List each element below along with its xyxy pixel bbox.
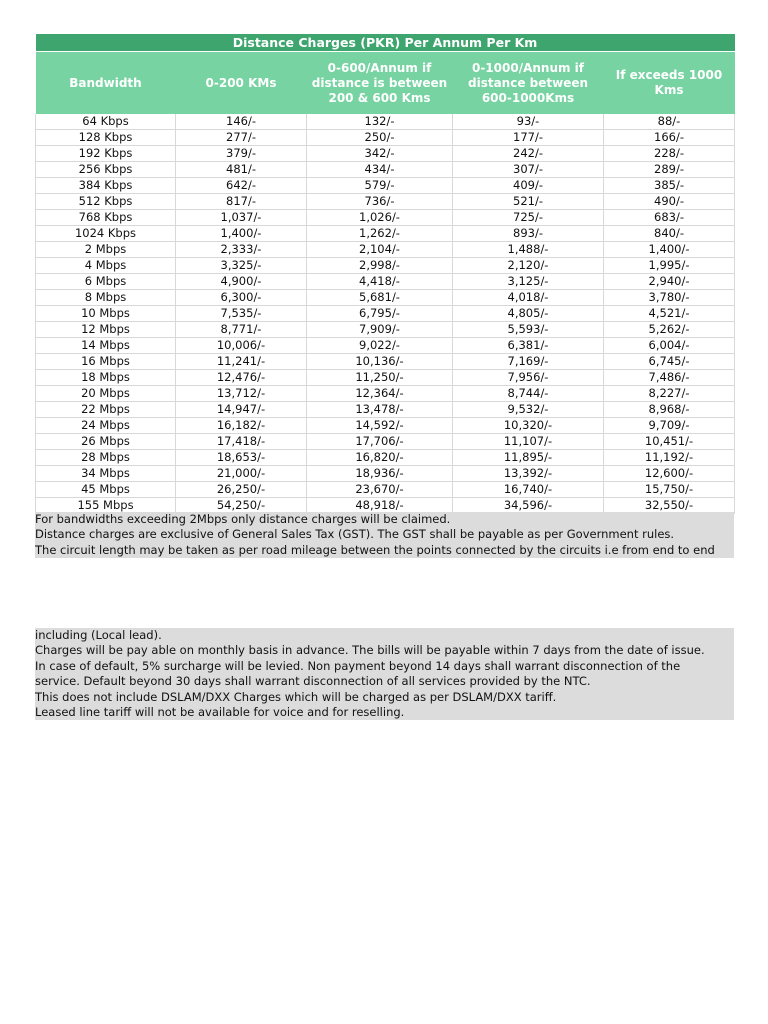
bandwidth-cell: 2 Mbps bbox=[36, 242, 176, 258]
charge-cell: 18,936/- bbox=[307, 466, 453, 482]
table-row bbox=[36, 210, 735, 226]
table-title: Distance Charges (PKR) Per Annum Per Km bbox=[36, 34, 735, 52]
charge-cell: 6,004/- bbox=[604, 338, 735, 354]
charge-cell: 10,006/- bbox=[176, 338, 307, 354]
charge-cell: 13,712/- bbox=[176, 386, 307, 402]
charge-cell: 54,250/- bbox=[176, 498, 307, 514]
charge-cell: 7,169/- bbox=[453, 354, 604, 370]
bandwidth-cell: 8 Mbps bbox=[36, 290, 176, 306]
table-row bbox=[36, 306, 735, 322]
table-row bbox=[36, 258, 735, 274]
header-exceeds-1000: If exceeds 1000 Kms bbox=[604, 52, 735, 115]
charge-cell: 490/- bbox=[604, 194, 735, 210]
charge-cell: 250/- bbox=[307, 130, 453, 146]
charge-cell: 10,136/- bbox=[307, 354, 453, 370]
charge-cell: 17,418/- bbox=[176, 434, 307, 450]
charge-cell: 2,104/- bbox=[307, 242, 453, 258]
charge-cell: 2,940/- bbox=[604, 274, 735, 290]
charge-cell: 8,968/- bbox=[604, 402, 735, 418]
charge-cell: 6,381/- bbox=[453, 338, 604, 354]
table-row bbox=[36, 370, 735, 386]
charge-cell: 11,241/- bbox=[176, 354, 307, 370]
charge-cell: 12,364/- bbox=[307, 386, 453, 402]
charge-cell: 8,744/- bbox=[453, 386, 604, 402]
charge-cell: 4,418/- bbox=[307, 274, 453, 290]
charge-cell: 683/- bbox=[604, 210, 735, 226]
table-row bbox=[36, 322, 735, 338]
table-row bbox=[36, 434, 735, 450]
charge-cell: 146/- bbox=[176, 114, 307, 130]
bandwidth-cell: 192 Kbps bbox=[36, 146, 176, 162]
table-row bbox=[36, 418, 735, 434]
charge-cell: 893/- bbox=[453, 226, 604, 242]
charge-cell: 16,820/- bbox=[307, 450, 453, 466]
charge-cell: 166/- bbox=[604, 130, 735, 146]
table-row bbox=[36, 466, 735, 482]
charge-cell: 8,771/- bbox=[176, 322, 307, 338]
charge-cell: 9,709/- bbox=[604, 418, 735, 434]
charge-cell: 1,400/- bbox=[604, 242, 735, 258]
bandwidth-cell: 24 Mbps bbox=[36, 418, 176, 434]
distance-charges-table bbox=[35, 34, 735, 514]
charge-cell: 11,250/- bbox=[307, 370, 453, 386]
charge-cell: 409/- bbox=[453, 178, 604, 194]
bandwidth-cell: 26 Mbps bbox=[36, 434, 176, 450]
bandwidth-cell: 512 Kbps bbox=[36, 194, 176, 210]
bandwidth-cell: 384 Kbps bbox=[36, 178, 176, 194]
charge-cell: 434/- bbox=[307, 162, 453, 178]
charge-cell: 7,909/- bbox=[307, 322, 453, 338]
bandwidth-cell: 768 Kbps bbox=[36, 210, 176, 226]
charge-cell: 840/- bbox=[604, 226, 735, 242]
note-line: Distance charges are exclusive of General Sales Tax (GST). The GST shall be payable as per Government rules. bbox=[35, 527, 675, 542]
charge-cell: 3,780/- bbox=[604, 290, 735, 306]
charge-cell: 4,805/- bbox=[453, 306, 604, 322]
charge-cell: 9,532/- bbox=[453, 402, 604, 418]
note-line: Charges will be pay able on monthly basis in advance. The bills will be payable within 7 days from the date of issue. bbox=[35, 643, 705, 658]
charge-cell: 11,107/- bbox=[453, 434, 604, 450]
charge-cell: 10,451/- bbox=[604, 434, 735, 450]
table-row bbox=[36, 338, 735, 354]
header-0-200: 0-200 KMs bbox=[176, 52, 307, 115]
bandwidth-cell: 28 Mbps bbox=[36, 450, 176, 466]
charge-cell: 736/- bbox=[307, 194, 453, 210]
charge-cell: 9,022/- bbox=[307, 338, 453, 354]
bandwidth-cell: 20 Mbps bbox=[36, 386, 176, 402]
table-row bbox=[36, 482, 735, 498]
charge-cell: 7,486/- bbox=[604, 370, 735, 386]
bandwidth-cell: 16 Mbps bbox=[36, 354, 176, 370]
table-header-row bbox=[36, 52, 735, 115]
charge-cell: 23,670/- bbox=[307, 482, 453, 498]
charge-cell: 379/- bbox=[176, 146, 307, 162]
table-row bbox=[36, 194, 735, 210]
table-row bbox=[36, 386, 735, 402]
table-row bbox=[36, 226, 735, 242]
charge-cell: 307/- bbox=[453, 162, 604, 178]
charge-cell: 21,000/- bbox=[176, 466, 307, 482]
charge-cell: 16,740/- bbox=[453, 482, 604, 498]
bandwidth-cell: 64 Kbps bbox=[36, 114, 176, 130]
note-line: This does not include DSLAM/DXX Charges which will be charged as per DSLAM/DXX tariff. bbox=[35, 689, 557, 704]
table-row bbox=[36, 354, 735, 370]
table-row bbox=[36, 242, 735, 258]
header-0-600: 0-600/Annum if distance is between 200 & 600 Kms bbox=[307, 52, 453, 115]
charge-cell: 15,750/- bbox=[604, 482, 735, 498]
charge-cell: 11,192/- bbox=[604, 450, 735, 466]
bandwidth-cell: 12 Mbps bbox=[36, 322, 176, 338]
table-row bbox=[36, 130, 735, 146]
charge-cell: 12,600/- bbox=[604, 466, 735, 482]
bandwidth-cell: 18 Mbps bbox=[36, 370, 176, 386]
bandwidth-cell: 1024 Kbps bbox=[36, 226, 176, 242]
note-line: The circuit length may be taken as per road mileage between the points connected by the circuits i.e from end to end bbox=[35, 542, 715, 557]
charge-cell: 242/- bbox=[453, 146, 604, 162]
charge-cell: 342/- bbox=[307, 146, 453, 162]
charge-cell: 14,947/- bbox=[176, 402, 307, 418]
bandwidth-cell: 155 Mbps bbox=[36, 498, 176, 514]
table-row bbox=[36, 450, 735, 466]
table-row bbox=[36, 274, 735, 290]
charge-cell: 4,018/- bbox=[453, 290, 604, 306]
charge-cell: 1,037/- bbox=[176, 210, 307, 226]
charge-cell: 48,918/- bbox=[307, 498, 453, 514]
bandwidth-cell: 45 Mbps bbox=[36, 482, 176, 498]
charge-cell: 277/- bbox=[176, 130, 307, 146]
charge-cell: 5,593/- bbox=[453, 322, 604, 338]
charge-cell: 5,262/- bbox=[604, 322, 735, 338]
charge-cell: 642/- bbox=[176, 178, 307, 194]
table-row bbox=[36, 114, 735, 130]
charge-cell: 2,120/- bbox=[453, 258, 604, 274]
bandwidth-cell: 6 Mbps bbox=[36, 274, 176, 290]
charge-cell: 88/- bbox=[604, 114, 735, 130]
charge-cell: 16,182/- bbox=[176, 418, 307, 434]
charge-cell: 17,706/- bbox=[307, 434, 453, 450]
notes-block-top bbox=[35, 512, 734, 558]
notes-block-bottom bbox=[35, 628, 734, 720]
charge-cell: 10,320/- bbox=[453, 418, 604, 434]
table-row bbox=[36, 146, 735, 162]
charge-cell: 521/- bbox=[453, 194, 604, 210]
charge-cell: 1,488/- bbox=[453, 242, 604, 258]
bandwidth-cell: 128 Kbps bbox=[36, 130, 176, 146]
charge-cell: 579/- bbox=[307, 178, 453, 194]
charge-cell: 7,956/- bbox=[453, 370, 604, 386]
note-line: service. Default beyond 30 days shall warrant disconnection of all services provided by the NTC. bbox=[35, 674, 591, 689]
bandwidth-cell: 22 Mbps bbox=[36, 402, 176, 418]
header-bandwidth: Bandwidth bbox=[36, 52, 176, 115]
charge-cell: 13,478/- bbox=[307, 402, 453, 418]
table-row bbox=[36, 178, 735, 194]
charge-cell: 2,333/- bbox=[176, 242, 307, 258]
bandwidth-cell: 4 Mbps bbox=[36, 258, 176, 274]
charge-cell: 228/- bbox=[604, 146, 735, 162]
header-0-1000: 0-1000/Annum if distance between 600-1000Kms bbox=[453, 52, 604, 115]
charge-cell: 93/- bbox=[453, 114, 604, 130]
charge-cell: 6,745/- bbox=[604, 354, 735, 370]
charge-cell: 2,998/- bbox=[307, 258, 453, 274]
charge-cell: 481/- bbox=[176, 162, 307, 178]
charge-cell: 3,325/- bbox=[176, 258, 307, 274]
table-row bbox=[36, 402, 735, 418]
bandwidth-cell: 34 Mbps bbox=[36, 466, 176, 482]
charge-cell: 6,300/- bbox=[176, 290, 307, 306]
charge-cell: 26,250/- bbox=[176, 482, 307, 498]
charge-cell: 817/- bbox=[176, 194, 307, 210]
note-line: including (Local lead). bbox=[35, 628, 162, 642]
note-line: Leased line tariff will not be available for voice and for reselling. bbox=[35, 704, 405, 719]
note-line: For bandwidths exceeding 2Mbps only distance charges will be claimed. bbox=[35, 512, 451, 526]
charge-cell: 7,535/- bbox=[176, 306, 307, 322]
charge-cell: 1,026/- bbox=[307, 210, 453, 226]
charge-cell: 11,895/- bbox=[453, 450, 604, 466]
charge-cell: 12,476/- bbox=[176, 370, 307, 386]
charge-cell: 3,125/- bbox=[453, 274, 604, 290]
charge-cell: 4,900/- bbox=[176, 274, 307, 290]
charge-cell: 13,392/- bbox=[453, 466, 604, 482]
bandwidth-cell: 10 Mbps bbox=[36, 306, 176, 322]
charge-cell: 4,521/- bbox=[604, 306, 735, 322]
table-row bbox=[36, 162, 735, 178]
charge-cell: 177/- bbox=[453, 130, 604, 146]
charge-cell: 14,592/- bbox=[307, 418, 453, 434]
charge-cell: 385/- bbox=[604, 178, 735, 194]
charge-cell: 132/- bbox=[307, 114, 453, 130]
charge-cell: 725/- bbox=[453, 210, 604, 226]
charge-cell: 1,400/- bbox=[176, 226, 307, 242]
charge-cell: 1,262/- bbox=[307, 226, 453, 242]
charge-cell: 32,550/- bbox=[604, 498, 735, 514]
charge-cell: 18,653/- bbox=[176, 450, 307, 466]
charge-cell: 34,596/- bbox=[453, 498, 604, 514]
charge-cell: 289/- bbox=[604, 162, 735, 178]
bandwidth-cell: 256 Kbps bbox=[36, 162, 176, 178]
charge-cell: 8,227/- bbox=[604, 386, 735, 402]
charge-cell: 6,795/- bbox=[307, 306, 453, 322]
bandwidth-cell: 14 Mbps bbox=[36, 338, 176, 354]
charge-cell: 1,995/- bbox=[604, 258, 735, 274]
table-row bbox=[36, 290, 735, 306]
table-body bbox=[36, 114, 735, 514]
charge-cell: 5,681/- bbox=[307, 290, 453, 306]
note-line: In case of default, 5% surcharge will be levied. Non payment beyond 14 days shall warrant disconnection of the bbox=[35, 658, 681, 673]
